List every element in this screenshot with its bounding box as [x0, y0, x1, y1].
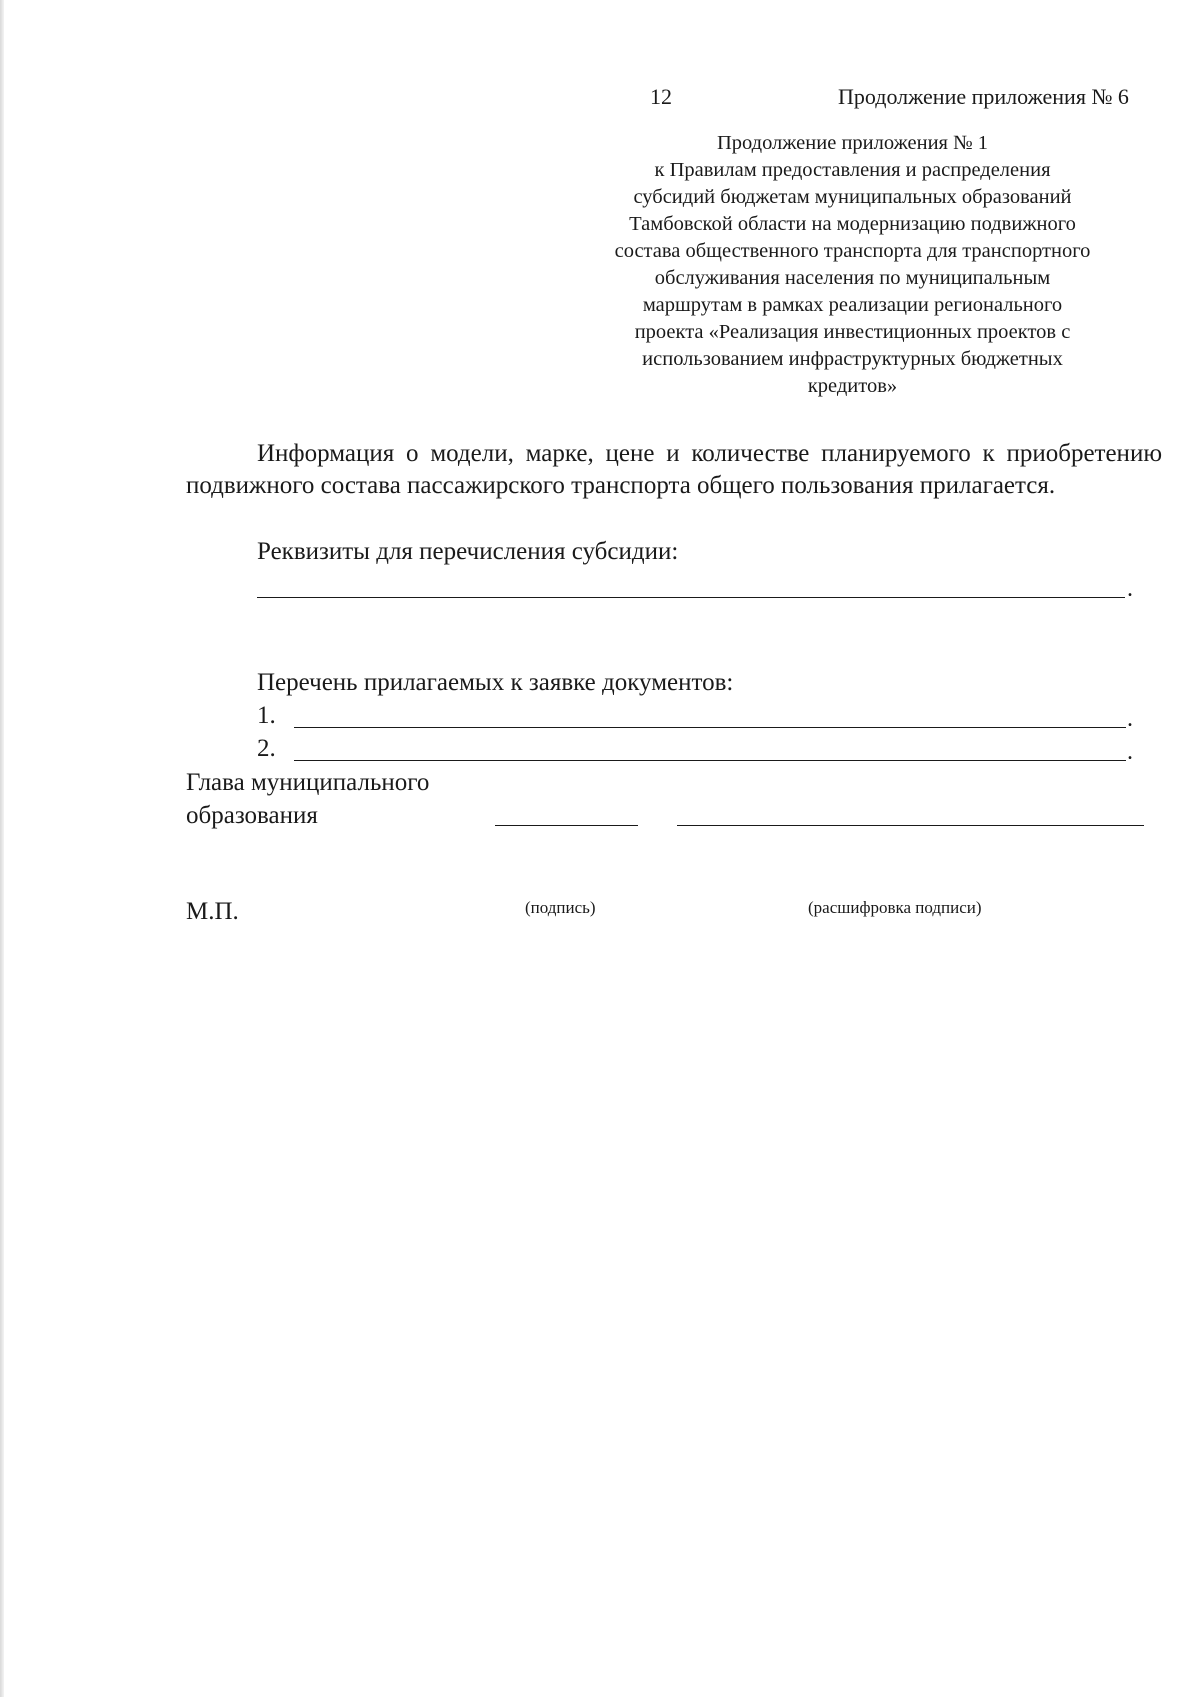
appendix-reference-block: [560, 130, 1145, 400]
appendix-line: использованием инфраструктурных бюджетных: [642, 348, 1063, 370]
appendix-line: Тамбовской области на модернизацию подвижного: [629, 213, 1076, 235]
page-number: 12: [650, 84, 672, 109]
document-item-fill-line: [294, 727, 1126, 728]
head-title-line1: Глава муниципального: [186, 769, 430, 796]
appendix-line: состава общественного транспорта для транспортного: [614, 240, 1091, 262]
requisites-line-end: .: [1127, 576, 1133, 602]
document-item-line-end: .: [1127, 739, 1133, 765]
requisites-fill-line: [257, 597, 1125, 598]
continuation-label: Продолжение приложения № 6: [838, 84, 1129, 109]
signature-fill-line: [495, 825, 638, 826]
document-item-fill-line: [294, 760, 1126, 761]
appendix-line: к Правилам предоставления и распределения: [654, 159, 1051, 181]
documents-label: Перечень прилагаемых к заявке документов:: [257, 669, 734, 696]
document-item-number: 1.: [257, 702, 276, 729]
signature-decoding-fill-line: [677, 825, 1144, 826]
info-paragraph: [186, 438, 1162, 502]
document-item-number: 2.: [257, 735, 276, 762]
document-item-line-end: .: [1127, 706, 1133, 732]
appendix-line: проекта «Реализация инвестиционных проектов с: [634, 321, 1071, 343]
info-paragraph-text: Информация о модели, марке, цене и количестве планируемого к приобретению подвижного состава пассажирского транспорта общего пользования прилагается.: [186, 440, 1162, 499]
head-title-line2: образования: [186, 802, 318, 829]
requisites-label: Реквизиты для перечисления субсидии:: [257, 538, 679, 565]
signature-decoding-caption: (расшифровка подписи): [808, 898, 982, 917]
signature-caption: (подпись): [525, 898, 596, 917]
scan-edge: [0, 0, 4, 1697]
stamp-label: М.П.: [186, 898, 239, 925]
appendix-line: кредитов»: [807, 375, 898, 397]
appendix-line: субсидий бюджетам муниципальных образований: [633, 186, 1072, 208]
appendix-line: Продолжение приложения № 1: [716, 132, 989, 154]
appendix-line: обслуживания населения по муниципальным: [654, 267, 1051, 289]
appendix-line: маршрутам в рамках реализации регионального: [642, 294, 1063, 316]
